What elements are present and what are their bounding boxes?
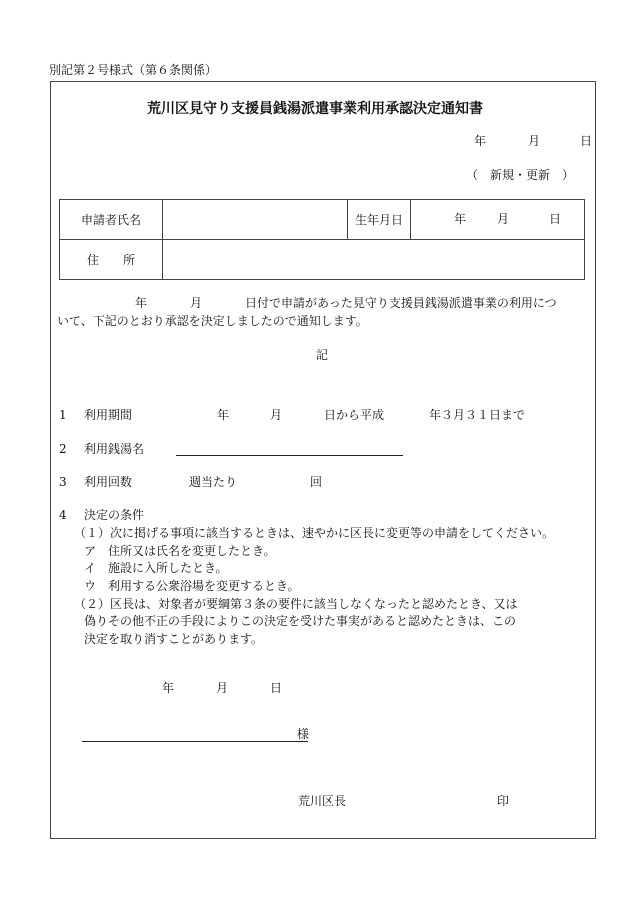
item4-number: 4	[59, 508, 67, 522]
footer-day: 日	[270, 681, 283, 695]
issuer-name: 荒川区長	[298, 794, 347, 808]
condition-1b: イ 施設に入所したとき。	[84, 561, 228, 575]
item3-label: 利用回数	[84, 475, 133, 489]
address-label: 住 所	[60, 240, 163, 280]
birth-year: 年	[454, 212, 467, 226]
condition-2-line1: （２）区長は、対象者が要綱第３条の要件に該当しなくなったと認めたとき、又は	[74, 597, 518, 611]
item1-from: 日から平成	[324, 408, 385, 422]
condition-1: （１）次に掲げる事項に該当するときは、速やかに区長に変更等の申請をしてください。	[74, 526, 555, 540]
applicant-name-label: 申請者氏名	[60, 200, 163, 240]
address-cell	[163, 240, 585, 280]
birthdate-cell	[411, 200, 585, 240]
item2-number: 2	[59, 442, 67, 456]
condition-1c: ウ 利用する公衆浴場を変更するとき。	[84, 579, 300, 593]
item1-number: 1	[59, 408, 67, 422]
condition-1a: ア 住所又は氏名を変更したとき。	[84, 544, 276, 558]
applicant-name-cell	[163, 200, 348, 240]
addressee-sama: 様	[297, 727, 310, 741]
item1-until: 年３月３１日まで	[429, 408, 526, 422]
bathhouse-name-underline	[176, 455, 403, 456]
ki-heading: 記	[316, 348, 329, 362]
footer-month: 月	[216, 681, 229, 695]
birthdate-label: 生年月日	[348, 200, 411, 240]
item1-label: 利用期間	[84, 408, 133, 422]
date-day: 日	[580, 134, 593, 148]
item2-label: 利用銭湯名	[84, 442, 145, 456]
item1-month: 月	[270, 408, 283, 422]
body-line2: いて、下記のとおり承認を決定しましたので通知します。	[57, 314, 368, 328]
document-frame	[50, 81, 596, 839]
item3-times: 回	[310, 475, 323, 489]
footer-year: 年	[162, 681, 175, 695]
date-month: 月	[528, 134, 541, 148]
item3-per-week: 週当たり	[189, 475, 238, 489]
birth-month: 月	[497, 212, 510, 226]
item1-year: 年	[217, 408, 230, 422]
applicant-table	[59, 199, 585, 280]
item4-label: 決定の条件	[84, 508, 145, 522]
form-label: 別記第２号様式（第６条関係）	[49, 63, 218, 77]
seal-mark: 印	[497, 794, 510, 808]
document-title: 荒川区見守り支援員銭湯派遣事業利用承認決定通知書	[147, 101, 483, 117]
item3-number: 3	[59, 475, 67, 489]
body-line1: 日付で申請があった見守り支援員銭湯派遣事業の利用につ	[245, 296, 557, 310]
body-month: 月	[190, 296, 203, 310]
body-year: 年	[135, 296, 148, 310]
date-year: 年	[474, 134, 487, 148]
condition-2-line2: 偽りその他不正の手段によりこの決定を受けた事実があると認めたときは、この	[84, 614, 517, 628]
addressee-underline	[82, 741, 308, 742]
birth-day: 日	[549, 212, 562, 226]
condition-2-line3: 決定を取り消すことがあります。	[84, 632, 264, 646]
application-type-note: （ 新規・更新 ）	[466, 168, 575, 182]
